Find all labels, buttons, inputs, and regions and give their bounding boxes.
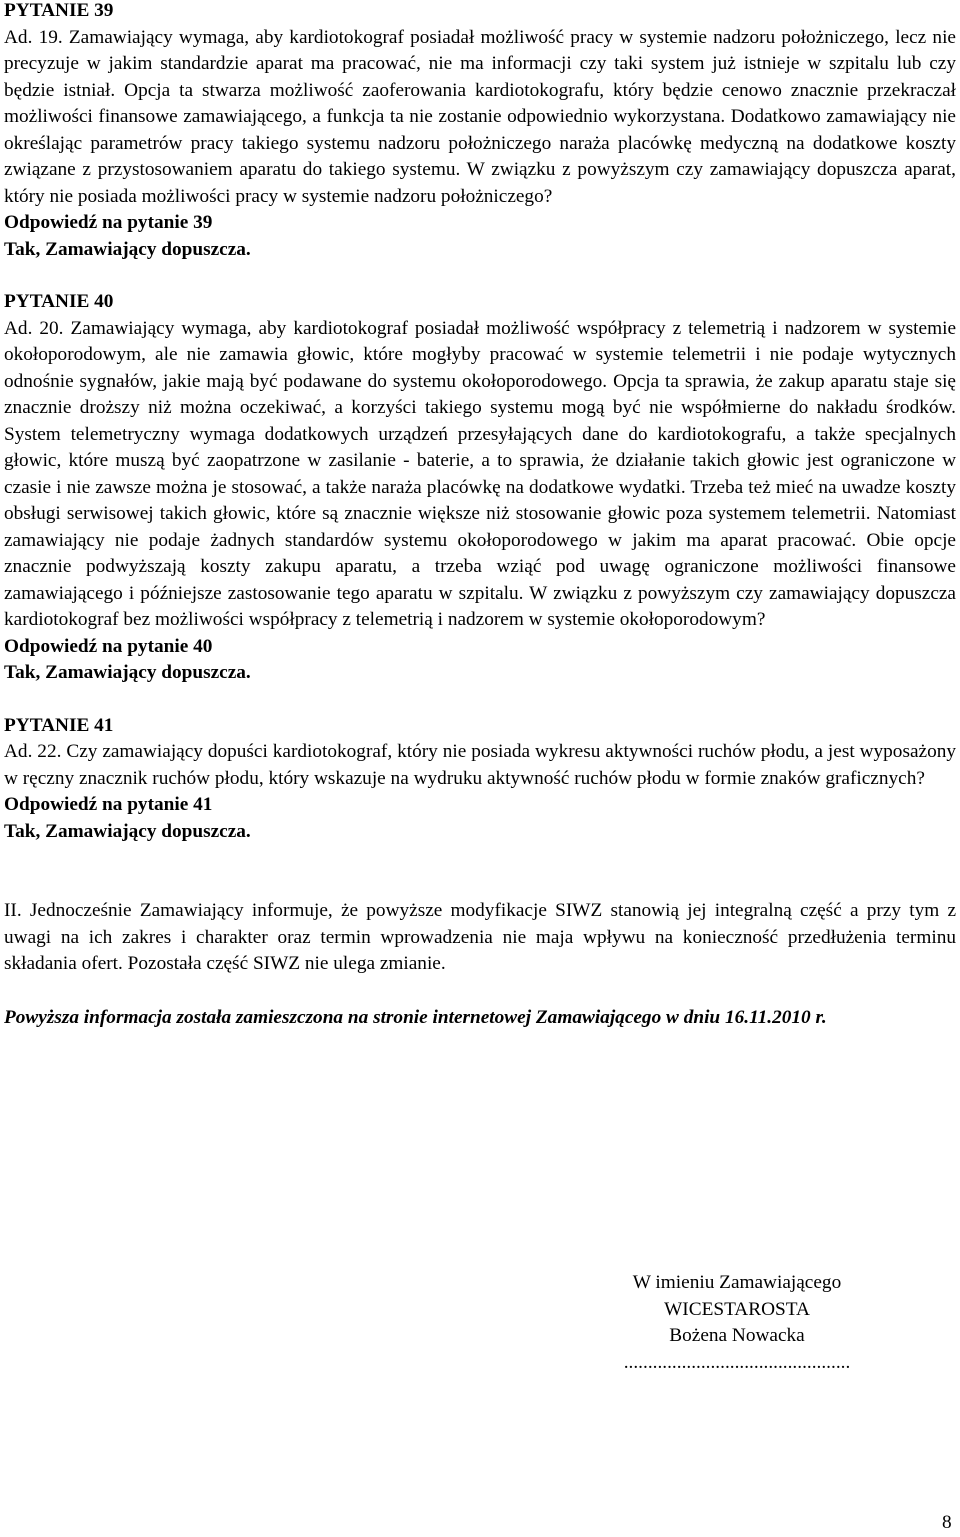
question-heading: PYTANIE 40 (4, 291, 114, 312)
closing-paragraph: II. Jednocześnie Zamawiający informuje, że powyższe modyfikacje SIWZ stanowią jej integralną część a przy tym z uwagi na ich zakres i charakter oraz termin wprowadzenia nie maja wpływu na konieczność przedłużenia terminu składania ofert. Pozostała część SIWZ nie ulega zmianie. (4, 900, 956, 974)
spacer (4, 978, 956, 1005)
page-number: 8 (942, 1512, 952, 1533)
signature-block (612, 1270, 862, 1376)
spacer (4, 263, 956, 289)
publication-note: Powyższa informacja została zamieszczona na stronie internetowej Zamawiającego w dniu 16.11.2010 r. (4, 1006, 827, 1028)
question-41 (4, 713, 956, 846)
question-heading: PYTANIE 39 (4, 0, 114, 21)
signature-line-role: W imieniu Zamawiającego (632, 1272, 842, 1293)
spacer (4, 845, 956, 898)
question-body: Ad. 20. Zamawiający wymaga, aby kardiotokograf posiadał możliwość współpracy z telemetrią i nadzorem w systemie okołoporodowym, ale nie zamawia głowic, które mogłyby pracować w systemie telemetrii i nie podaje wytycznych odnośnie sygnałów, jakie mają być podawane do systemu okołoporodowego. Opcja ta sprawia, że zakup aparatu staje się znacznie droższy niż można oczekiwać, a korzyści takiego systemu mogą być nie współmierne do nakładu środków. System telemetryczny wymaga dodatkowych urządzeń przesyłających dane do kardiotokografu, a także specjalnych głowic, które muszą być zaopatrzone w zasilanie - baterie, a to sprawia, że działanie takich głowic jest ograniczone w czasie i nie zawsze można je stosować, a także naraża placówkę na dodatkowe wydatki. Trzeba też mieć na uwadze koszty obsługi serwisowej takich głowic, które są znacznie większe niż stosowanie głowic poza systemem telemetrii. Natomiast zamawiający nie podaje żadnych standardów systemu okołoporodowego w jakim ma aparat pracować. Obie opcje znacznie podwyższają koszty zakupu aparatu, a trzeba wziąć pod uwagę ograniczone możliwości finansowe zamawiającego i późniejsze zastosowanie tego aparatu w szpitalu. W związku z powyższym czy zamawiający dopuszcza kardiotokograf bez możliwości współpracy z telemetrią i nadzorem w systemie okołoporodowym? (4, 317, 956, 630)
question-39 (4, 0, 956, 263)
answer-text: Tak, Zamawiający dopuszcza. (4, 820, 251, 842)
spacer (4, 687, 956, 713)
answer-heading: Odpowiedź na pytanie 41 (4, 794, 213, 815)
answer-text: Tak, Zamawiający dopuszcza. (4, 238, 251, 260)
answer-text: Tak, Zamawiający dopuszcza. (4, 662, 251, 683)
signature-dotted-line: ............................................... (623, 1351, 851, 1373)
signature-line-name: Bożena Nowacka (669, 1325, 805, 1346)
document-body (4, 0, 956, 1031)
question-body: Ad. 19. Zamawiający wymaga, aby kardiotokograf posiadał możliwość pracy w systemie nadzoru położniczego, lecz nie precyzuje w jakim standardzie aparat ma pracować, nie ma informacji czy taki system już istnieje w szpitalu lub czy będzie istniał. Opcja ta stwarza możliwość zaoferowania kardiotokografu, który będzie cenowo znacznie przekraczał możliwości finansowe zamawiającego, a funkcja ta nie zostanie odpowiednio wykorzystana. Dodatkowo zamawiający nie określając parametrów pracy takiego systemu nadzoru położniczego naraża placówkę medyczną na dodatkowe koszty związane z przystosowaniem aparatu do takiego systemu. W związku z powyższym czy zamawiający dopuszcza aparat, który nie posiada możliwości pracy w systemie nadzoru położniczego? (4, 26, 956, 207)
question-body: Ad. 22. Czy zamawiający dopuści kardiotokograf, który nie posiada wykresu aktywności ruchów płodu, a jest wyposażony w ręczny znacznik ruchów płodu, który wskazuje na wydruku aktywność ruchów płodu w formie znaków graficznych? (4, 741, 956, 789)
answer-heading: Odpowiedź na pytanie 39 (4, 212, 213, 233)
signature-line-title: WICESTAROSTA (664, 1298, 810, 1320)
answer-heading: Odpowiedź na pytanie 40 (4, 635, 213, 657)
question-heading: PYTANIE 41 (4, 714, 114, 736)
question-40 (4, 289, 956, 687)
